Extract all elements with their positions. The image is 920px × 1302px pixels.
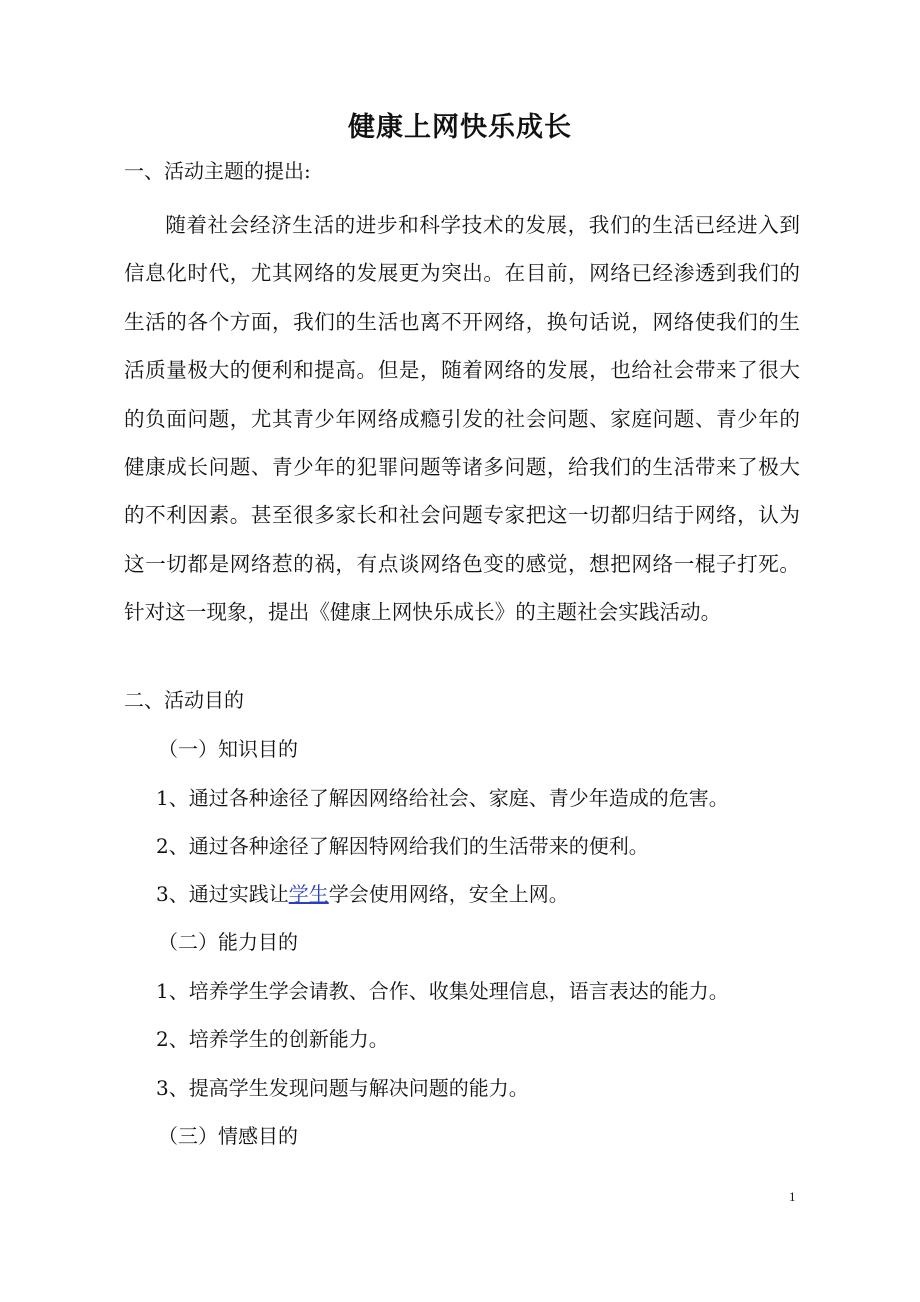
knowledge-goal-item-1: 1、通过各种途径了解因网络给社会、家庭、青少年造成的危害。 <box>156 786 729 810</box>
ability-goal-item-3: 3、提高学生发现问题与解决问题的能力。 <box>156 1076 529 1100</box>
knowledge-goal-item-3-suffix: 学会使用网络，安全上网。 <box>328 882 569 906</box>
section2-heading: 二、活动目的 <box>124 688 244 712</box>
section1-paragraph: 随着社会经济生活的进步和科学技术的发展，我们的生活已经进入到信息化时代，尤其网络的发展更为突出。在目前，网络已经渗透到我们的生活的各个方面，我们的生活也离不开网络，换句话说，网络使我们的生活质量极大的便利和提高。但是，随着网络的发展，也给社会带来了很大的负面问题，尤其青少年网络成瘾引发的社会问题、家庭问题、青少年的健康成长问题、青少年的犯罪问题等诸多问题，给我们的生活带来了极大的不利因素。甚至很多家长和社会问题专家把这一切都归结于网络，认为这一切都是网络惹的祸，有点谈网络色变的感觉，想把网络一棍子打死。针对这一现象，提出《健康上网快乐成长》的主题社会实践活动。 <box>124 213 800 625</box>
knowledge-goal-item-3 <box>156 880 569 908</box>
page-number: 1 <box>789 1189 796 1204</box>
knowledge-goal-item-2: 2、通过各种途径了解因特网给我们的生活带来的便利。 <box>156 834 649 858</box>
emotion-goal-heading: （三）情感目的 <box>158 1124 298 1148</box>
ability-goal-item-2: 2、培养学生的创新能力。 <box>156 1027 389 1051</box>
ability-goal-heading: （二）能力目的 <box>158 930 298 954</box>
knowledge-goal-item-3-prefix: 3、通过实践让 <box>156 882 289 906</box>
student-link[interactable]: 学生 <box>288 882 329 906</box>
knowledge-goal-heading: （一）知识目的 <box>158 737 298 761</box>
ability-goal-item-1: 1、培养学生学会请教、合作、收集处理信息，语言表达的能力。 <box>156 979 729 1003</box>
document-title: 健康上网快乐成长 <box>348 112 572 143</box>
section1-heading: 一、活动主题的提出: <box>124 159 311 183</box>
